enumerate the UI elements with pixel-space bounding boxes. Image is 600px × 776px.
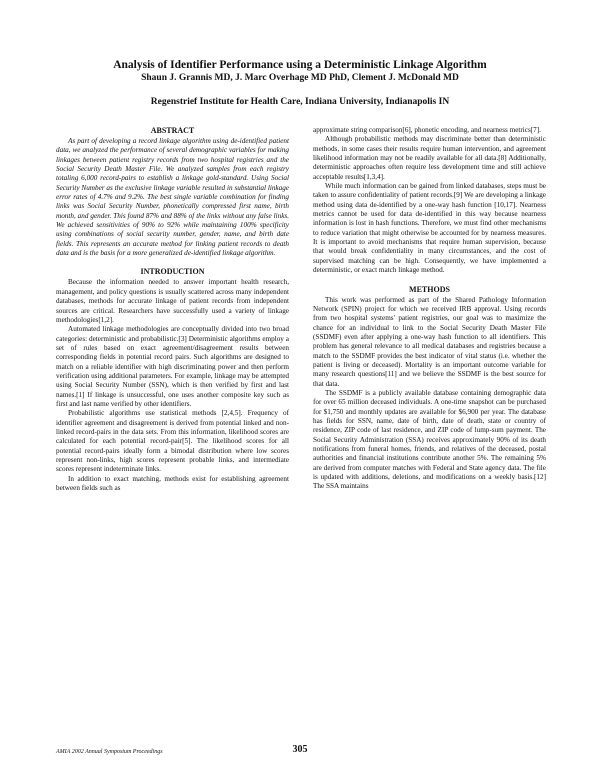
paper-affiliation: Regenstrief Institute for Health Care, Indiana University, Indianapolis IN [150, 97, 450, 107]
paper-title: Analysis of Identifier Performance using a Deterministic Linkage Algorithm [113, 59, 487, 71]
intro-paragraph: Automated linkage methodologies are conceptually divided into two broad categories: deterministic and probabilistic.[3] Deterministic algorithms employ a set of rules based on exact agreement/disagreement results between corresponding fields in potential record pairs. Such algorithms are designed to match on a reliable identifier with high discriminating power and then perform verification using additional parameters. For example, linkage may be attempted using Social Security Number (SSN), which is then verified by first and last names.[1] If linkage is unsuccessful, one uses another composite key such as first and last name verified by other identifiers. [56, 325, 289, 408]
intro-continued-paragraph: While much information can be gained from linked databases, steps must be taken to assure confidentiality of patient records.[9] We are developing a linkage method using data de-identified by a one-way hash function [10,17]. Nearness metrics cannot be used for data de-identified in this way because nearness information is lost in hash functions. Therefore, we must find other mechanisms to reduce variation that might otherwise be accounted for by nearness measures. It is important to avoid mechanisms that require human supervision, because that would break confidentiality in many circumstances, and the cost of supervised matching can be high. Consequently, we have implemented a deterministic, or exact match linkage method. [313, 182, 546, 275]
methods-paragraph: The SSDMF is a publicly available database containing demographic data for over 65 million deceased individuals. A one-time snapshot can be purchased for $1,750 and monthly updates are available for $6,900 per year. The database has fields for SSN, name, date of birth, date of death, state or country of residence, ZIP code of last residence, and ZIP code of lump-sum payment. The Social Security Administration (SSA) receives approximately 90% of its death notifications from funeral homes, friends, and relatives of the deceased, postal authorities and financial institutions contribute another 5%. The remaining 5% are derived from computer matches with Federal and State agency data. The file is updated with additions, deletions, and modifications on a weekly basis.[12] The SSA maintains [313, 388, 546, 491]
intro-paragraph: Because the information needed to answer important health research, management, and policy questions is usually scattered across many independent databases, methods for accurate linkage of patient records from independent sources are critical. Researchers have successfully used a variety of linkage methodologies[1,2]. [56, 278, 289, 324]
left-column [56, 126, 289, 493]
abstract-text: As part of developing a record linkage algorithm using de-identified patient data, we analyzed the performance of several demographic variables for making linkages between patient registry records from two hospital registries and the Social Security Death Master File. We analyzed samples from each registry totaling 6,000 record-pairs to establish a linkage gold-standard. Using Social Security Number as the exclusive linkage variable resulted in substantial linkage error rates of 4.7% and 9.2%. The best single variable combination for finding links was Social Security Number, phonetically compressed first name, birth month, and gender. This found 87% and 88% of the links without any false links. We achieved sensitivities of 90% to 92% while maintaining 100% specificity using combinations of social security number, gender, name, and birth date fields. This represents an accurate method for linking patient records to death data and is the basis for a more generalized de-identified linkage algorithm. [56, 137, 289, 258]
introduction-heading: INTRODUCTION [140, 267, 205, 277]
methods-heading: METHODS [409, 284, 450, 294]
intro-paragraph: In addition to exact matching, methods exist for establishing agreement between fields such as [56, 474, 289, 493]
paper-authors: Shaun J. Grannis MD, J. Marc Overhage MD PhD, Clement J. McDonald MD [141, 73, 459, 83]
intro-paragraph: Probabilistic algorithms use statistical methods [2,4,5]. Frequency of identifier agreement and disagreement is derived from potential linked and non-linked record-pairs in the data sets. From this information, likelihood scores are calculated for each potential record-pair[5]. The likelihood scores for all potential record-pairs ideally form a bimodal distribution where low scores represent non-links, high scores represent probable links, and intermediate scores represent indeterminate links. [56, 409, 289, 474]
intro-continued-paragraph: approximate string comparison[6], phonetic encoding, and nearness metrics[7]. [313, 126, 541, 134]
intro-continued-paragraph: Although probabilistic methods may discriminate better than deterministic methods, in some cases their results require human intervention, and agreement likelihood information may not be readily available for all data.[8] Additionally, deterministic approaches often require less development time and still achieve acceptable results[1,3,4]. [313, 135, 546, 181]
right-column [313, 126, 546, 492]
methods-paragraph: This work was performed as part of the Shared Pathology Information Network (SPIN) project for which we received IRB approval. Using records from two hospital systems' patient registries, our goal was to maximize the chance for an individual to link to the Social Security Death Master File (SSDMF) even after applying a one-way hash function to all identifiers. This problem has general relevance to all medical databases and registries because a match to the SSDMF provides the best indicator of vital status (i.e. whether the patient is living or deceased). Mortality is an important outcome variable for many research questions[11] and we believe the SSDMF is the best source for that data. [313, 295, 546, 388]
proceedings-footer: AMIA 2002 Annual Symposium Proceedings [56, 749, 163, 755]
page-number: 305 [292, 744, 308, 755]
abstract-heading: ABSTRACT [150, 126, 195, 135]
